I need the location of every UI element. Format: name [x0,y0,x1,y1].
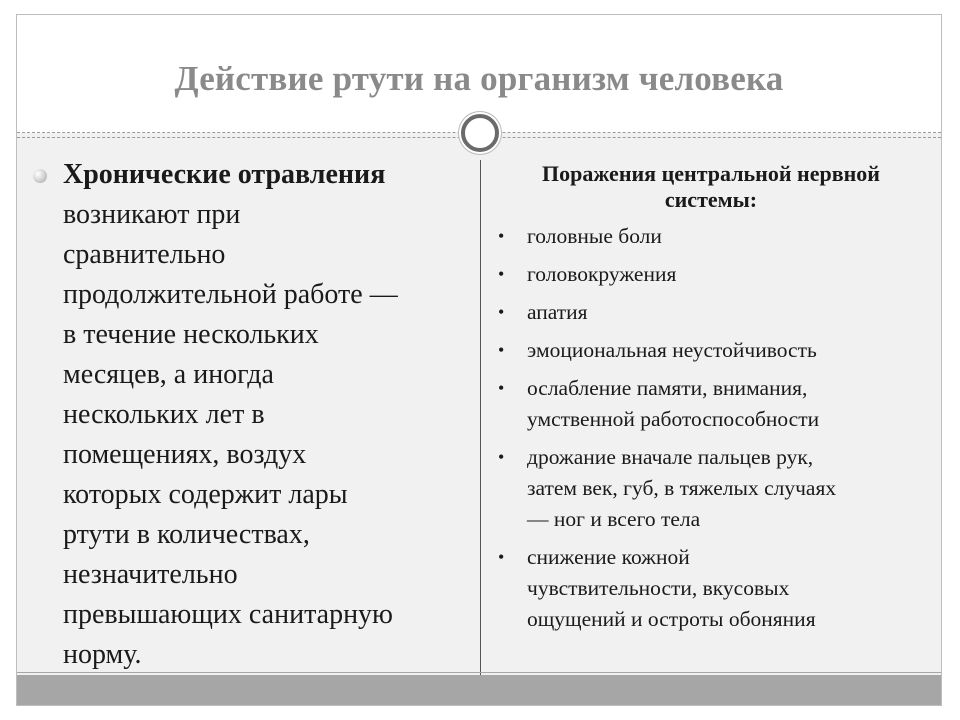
right-heading-line: Поражения центральной нервной [542,161,880,186]
right-heading [495,161,931,213]
list-item-line: дрожание вначале пальцев рук, [527,445,814,469]
left-body [63,195,471,675]
left-body-line: месяцев, а иногда [63,359,274,390]
list-item-line: ослабление памяти, внимания, [527,376,808,400]
list-item-line: чувствительности, вкусовых [527,576,790,600]
bullet-dot-icon: • [498,547,505,567]
right-heading-line: системы: [664,187,758,212]
left-body-line: незначительно [63,559,238,590]
list-item [495,542,931,635]
list-item-line: головокружения [527,262,677,286]
left-body-line: помещениях, воздух [63,439,307,470]
list-item-line: ощущений и остроты обоняния [527,607,816,631]
left-body-line: в течение нескольких [63,319,319,350]
column-divider [480,160,481,676]
list-item-line: умственной работоспособности [527,407,820,431]
bullet-dot-icon: • [498,447,505,467]
list-item [495,221,931,252]
list-item [495,335,931,366]
list-item-line: эмоциональная неустойчивость [527,338,817,362]
left-body-line: сравнительно [63,239,226,270]
slide [16,14,942,706]
footer-bar [17,675,941,705]
footer-line [17,672,941,673]
left-body-line: которых содержит лары [63,479,348,510]
bullet-dot-icon: • [498,378,505,398]
right-column [495,161,931,642]
list-item-line: затем век, губ, в тяжелых случаях [527,476,837,500]
list-item [495,297,931,328]
list-item [495,259,931,290]
bullet-dot-icon: • [498,264,505,284]
ring-decoration-icon [461,114,499,152]
left-column [31,155,471,675]
list-item-line: апатия [527,300,588,324]
list-item-line: головные боли [527,224,662,248]
list-item [495,373,931,435]
left-body-line: превышающих санитарную [63,599,393,630]
list-item-line: — ног и всего тела [527,507,701,531]
left-bold-heading: Хронические отравления [63,159,386,190]
bullet-icon [33,169,47,183]
left-body-line: продолжительной работе — [63,279,398,310]
list-item [495,442,931,535]
bullet-dot-icon: • [498,302,505,322]
slide-title: Действие ртути на организм человека [174,59,784,98]
symptom-list [495,221,931,635]
left-body-line: норму. [63,639,142,670]
left-paragraph [63,155,471,675]
bullet-dot-icon: • [498,340,505,360]
list-item-line: снижение кожной [527,545,690,569]
left-body-line: ртути в количествах, [63,519,310,550]
bullet-dot-icon: • [498,226,505,246]
left-body-line: нескольких лет в [63,399,265,430]
left-body-line: возникают при [63,199,241,230]
